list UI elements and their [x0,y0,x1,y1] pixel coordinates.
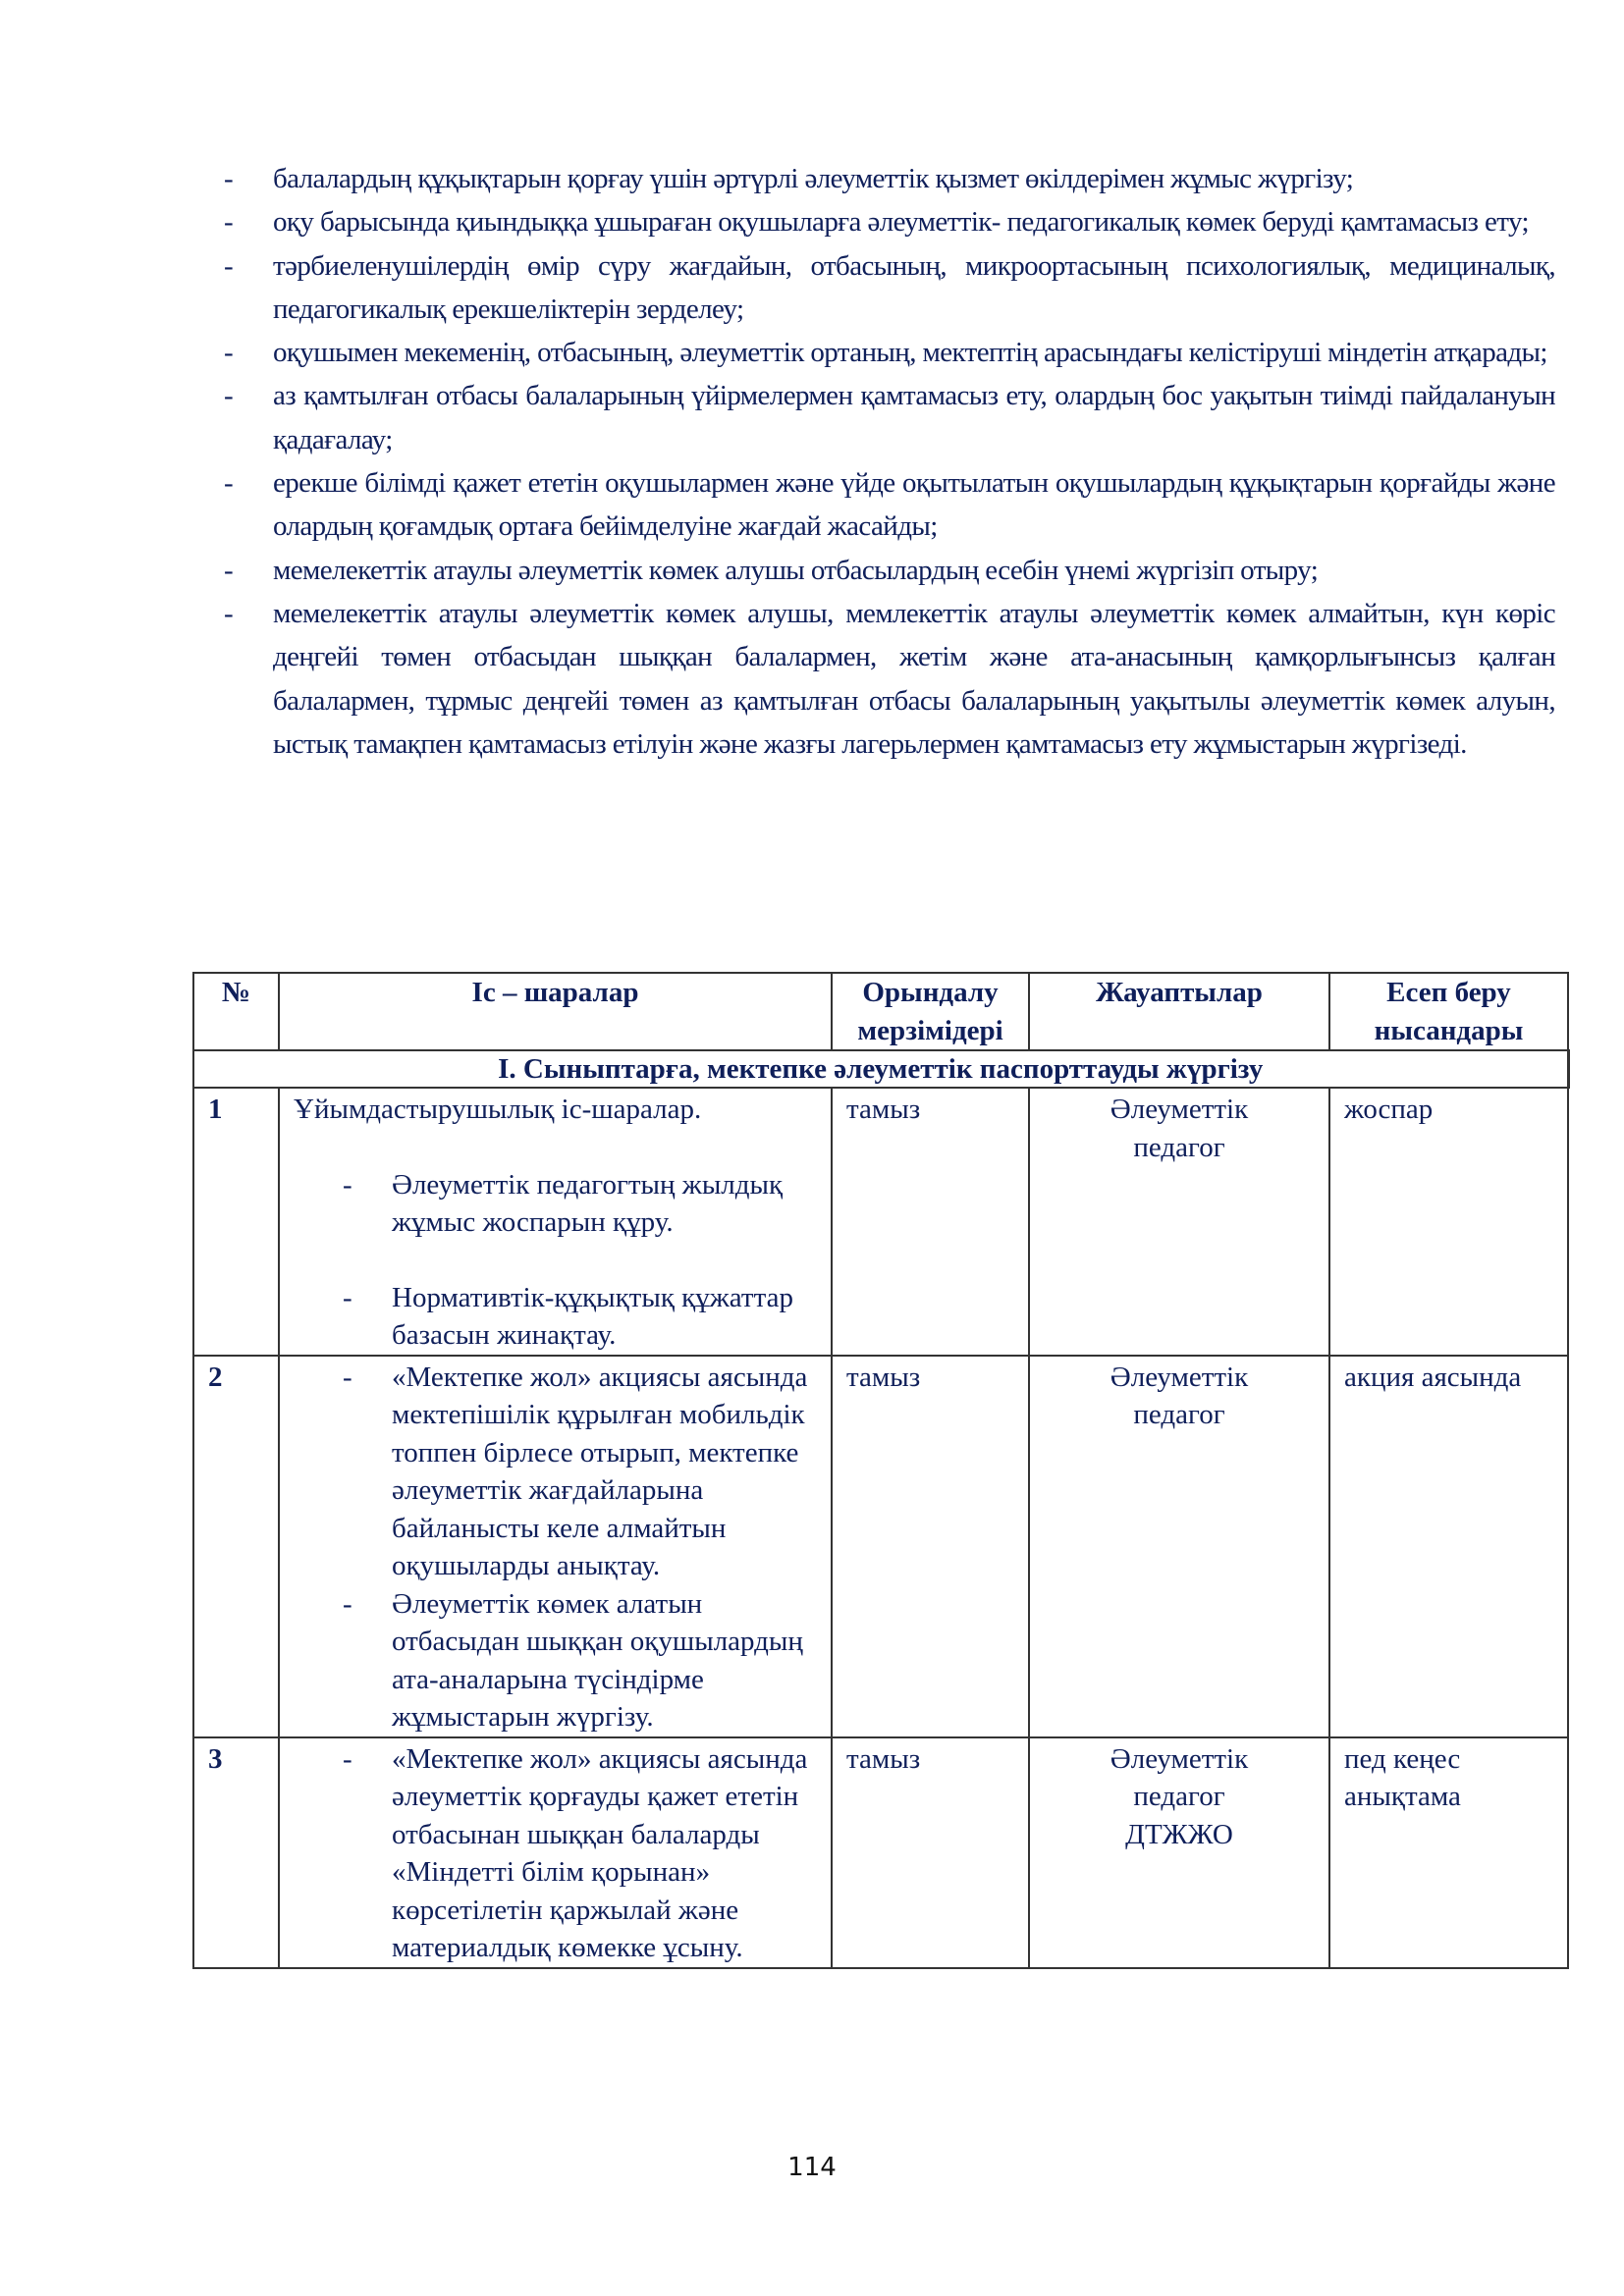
header-deadlines: Орындалу мерзімідері [832,973,1029,1050]
row-activities [279,1088,832,1356]
activity-item: - «Мектепке жол» акциясы аясында мектепішілік құрылған мобильдік топпен бірлесе отырып, мектепке әлеуметтік жағдайларына байланысты келе алмайтын оқушыларды анықтау. [343,1361,808,1581]
activity-sublist [294,1279,817,1355]
row-report: жоспар [1329,1088,1568,1356]
row-responsible: Әлеуметтік педагог ДТЖЖО [1029,1737,1329,1968]
bullet-item: - тәрбиеленушілердің өмір сүру жағдайын, отбасының, микроортасының психологиялық, медициналық, педагогикалық ерекшеліктерін зерделеу; [218,244,1555,332]
row-report: пед кеңес анықтама [1329,1737,1568,1968]
activity-item: - Әлеуметтік көмек алатын отбасыдан шыққан оқушылардың ата-аналарына түсіндірме жұмыстарын жүргізу. [343,1587,803,1733]
row-deadline: тамыз [832,1356,1029,1737]
section-title: І. Сыныптарға, мектепке әлеуметтік паспорттауды жүргізу [193,1050,1568,1088]
row-responsible: Әлеуметтік педагог [1029,1088,1329,1356]
header-activities: Іс – шаралар [279,973,832,1050]
table-row [193,1088,1568,1356]
bullet-item: - оқу барысында қиындыққа ұшыраған оқушыларға әлеуметтік- педагогикалық көмек беруді қамтамасыз ету; [218,200,1555,243]
bullet-item: - мемелекеттік атаулы әлеуметтік көмек алушы, мемлекеттік атаулы әлеуметтік көмек алмайтын, күн көріс деңгейі төмен отбасыдан шыққан балалармен, жетім және ата-анасының қамқорлығынсыз қалған балалармен, тұрмыс деңгейі төмен аз қамтылған отбасы балаларының уақытылы әлеуметтік көмек алуын, ыстық тамақпен қамтамасыз етілуін және жазғы лагерьлермен қамтамасыз ету жұмыстарын жүргізеді. [218,592,1555,766]
header-report-forms: Есеп беру нысандары [1329,973,1568,1050]
page-number: 114 [787,2153,837,2182]
row-responsible: Әлеуметтік педагог [1029,1356,1329,1737]
row-intro: Ұйымдастырушылық іс-шаралар. [294,1094,702,1125]
bullet-dash: - [224,597,234,629]
table-row [193,1356,1568,1737]
bullet-dash: - [224,467,234,500]
header-responsible: Жауаптылар [1029,973,1329,1050]
bullet-item: - оқушымен мекеменің, отбасының, әлеуметтік ортаның, мектептің арасындағы келістіруші міндетін атқарады; [218,331,1555,374]
row-deadline: тамыз [832,1088,1029,1356]
bullet-list [218,157,1555,766]
section-header-row [193,1050,1568,1088]
bullet-item: - мемелекеттік атаулы әлеуметтік көмек алушы отбасылардың есебін үнемі жүргізіп отыру; [218,549,1555,592]
activity-item: - Нормативтік-құқықтық құжаттар базасын жинақтау. [343,1281,793,1351]
table-row [193,1737,1568,1968]
activity-sublist [294,1166,817,1242]
row-number: 1 [193,1088,279,1356]
row-report: акция аясында [1329,1356,1568,1737]
bullet-dash: - [224,206,234,239]
bullet-dash: - [224,337,234,369]
bullet-dash: - [224,380,234,412]
activities-table [192,972,1570,1969]
row-activities [279,1356,832,1737]
bullet-item: - ерекше білімді қажет ететін оқушылармен және үйде оқытылатын оқушылардың құқықтарын қорғайды және олардың қоғамдық ортаға бейімделуіне жағдай жасайды; [218,461,1555,549]
row-number: 2 [193,1356,279,1737]
header-no: № [193,973,279,1050]
bullet-item: - аз қамтылған отбасы балаларының үйірмелермен қамтамасыз ету, олардың бос уақытын тиімді пайдалануын қадағалау; [218,374,1555,461]
activity-sublist [294,1359,817,1736]
activity-sublist [294,1740,817,1967]
row-deadline: тамыз [832,1737,1029,1968]
bullet-dash: - [224,163,234,194]
activity-item: - «Мектепке жол» акциясы аясында әлеуметтік қорғауды қажет ететін отбасынан шыққан балаларды «Міндетті білім қорынан» көрсетілетін қаржылай және материалдық көмекке ұсыну. [343,1742,808,1963]
activity-item: - Әлеуметтік педагогтың жылдық жұмыс жоспарын құру. [343,1168,784,1238]
bullet-dash: - [224,554,234,586]
bullet-dash: - [224,249,234,282]
table-header-row [193,973,1568,1050]
bullet-item: - балалардың құқықтарын қорғау үшін әртүрлі әлеуметтік қызмет өкілдерімен жұмыс жүргізу; [218,157,1555,200]
row-number: 3 [193,1737,279,1968]
row-activities [279,1737,832,1968]
